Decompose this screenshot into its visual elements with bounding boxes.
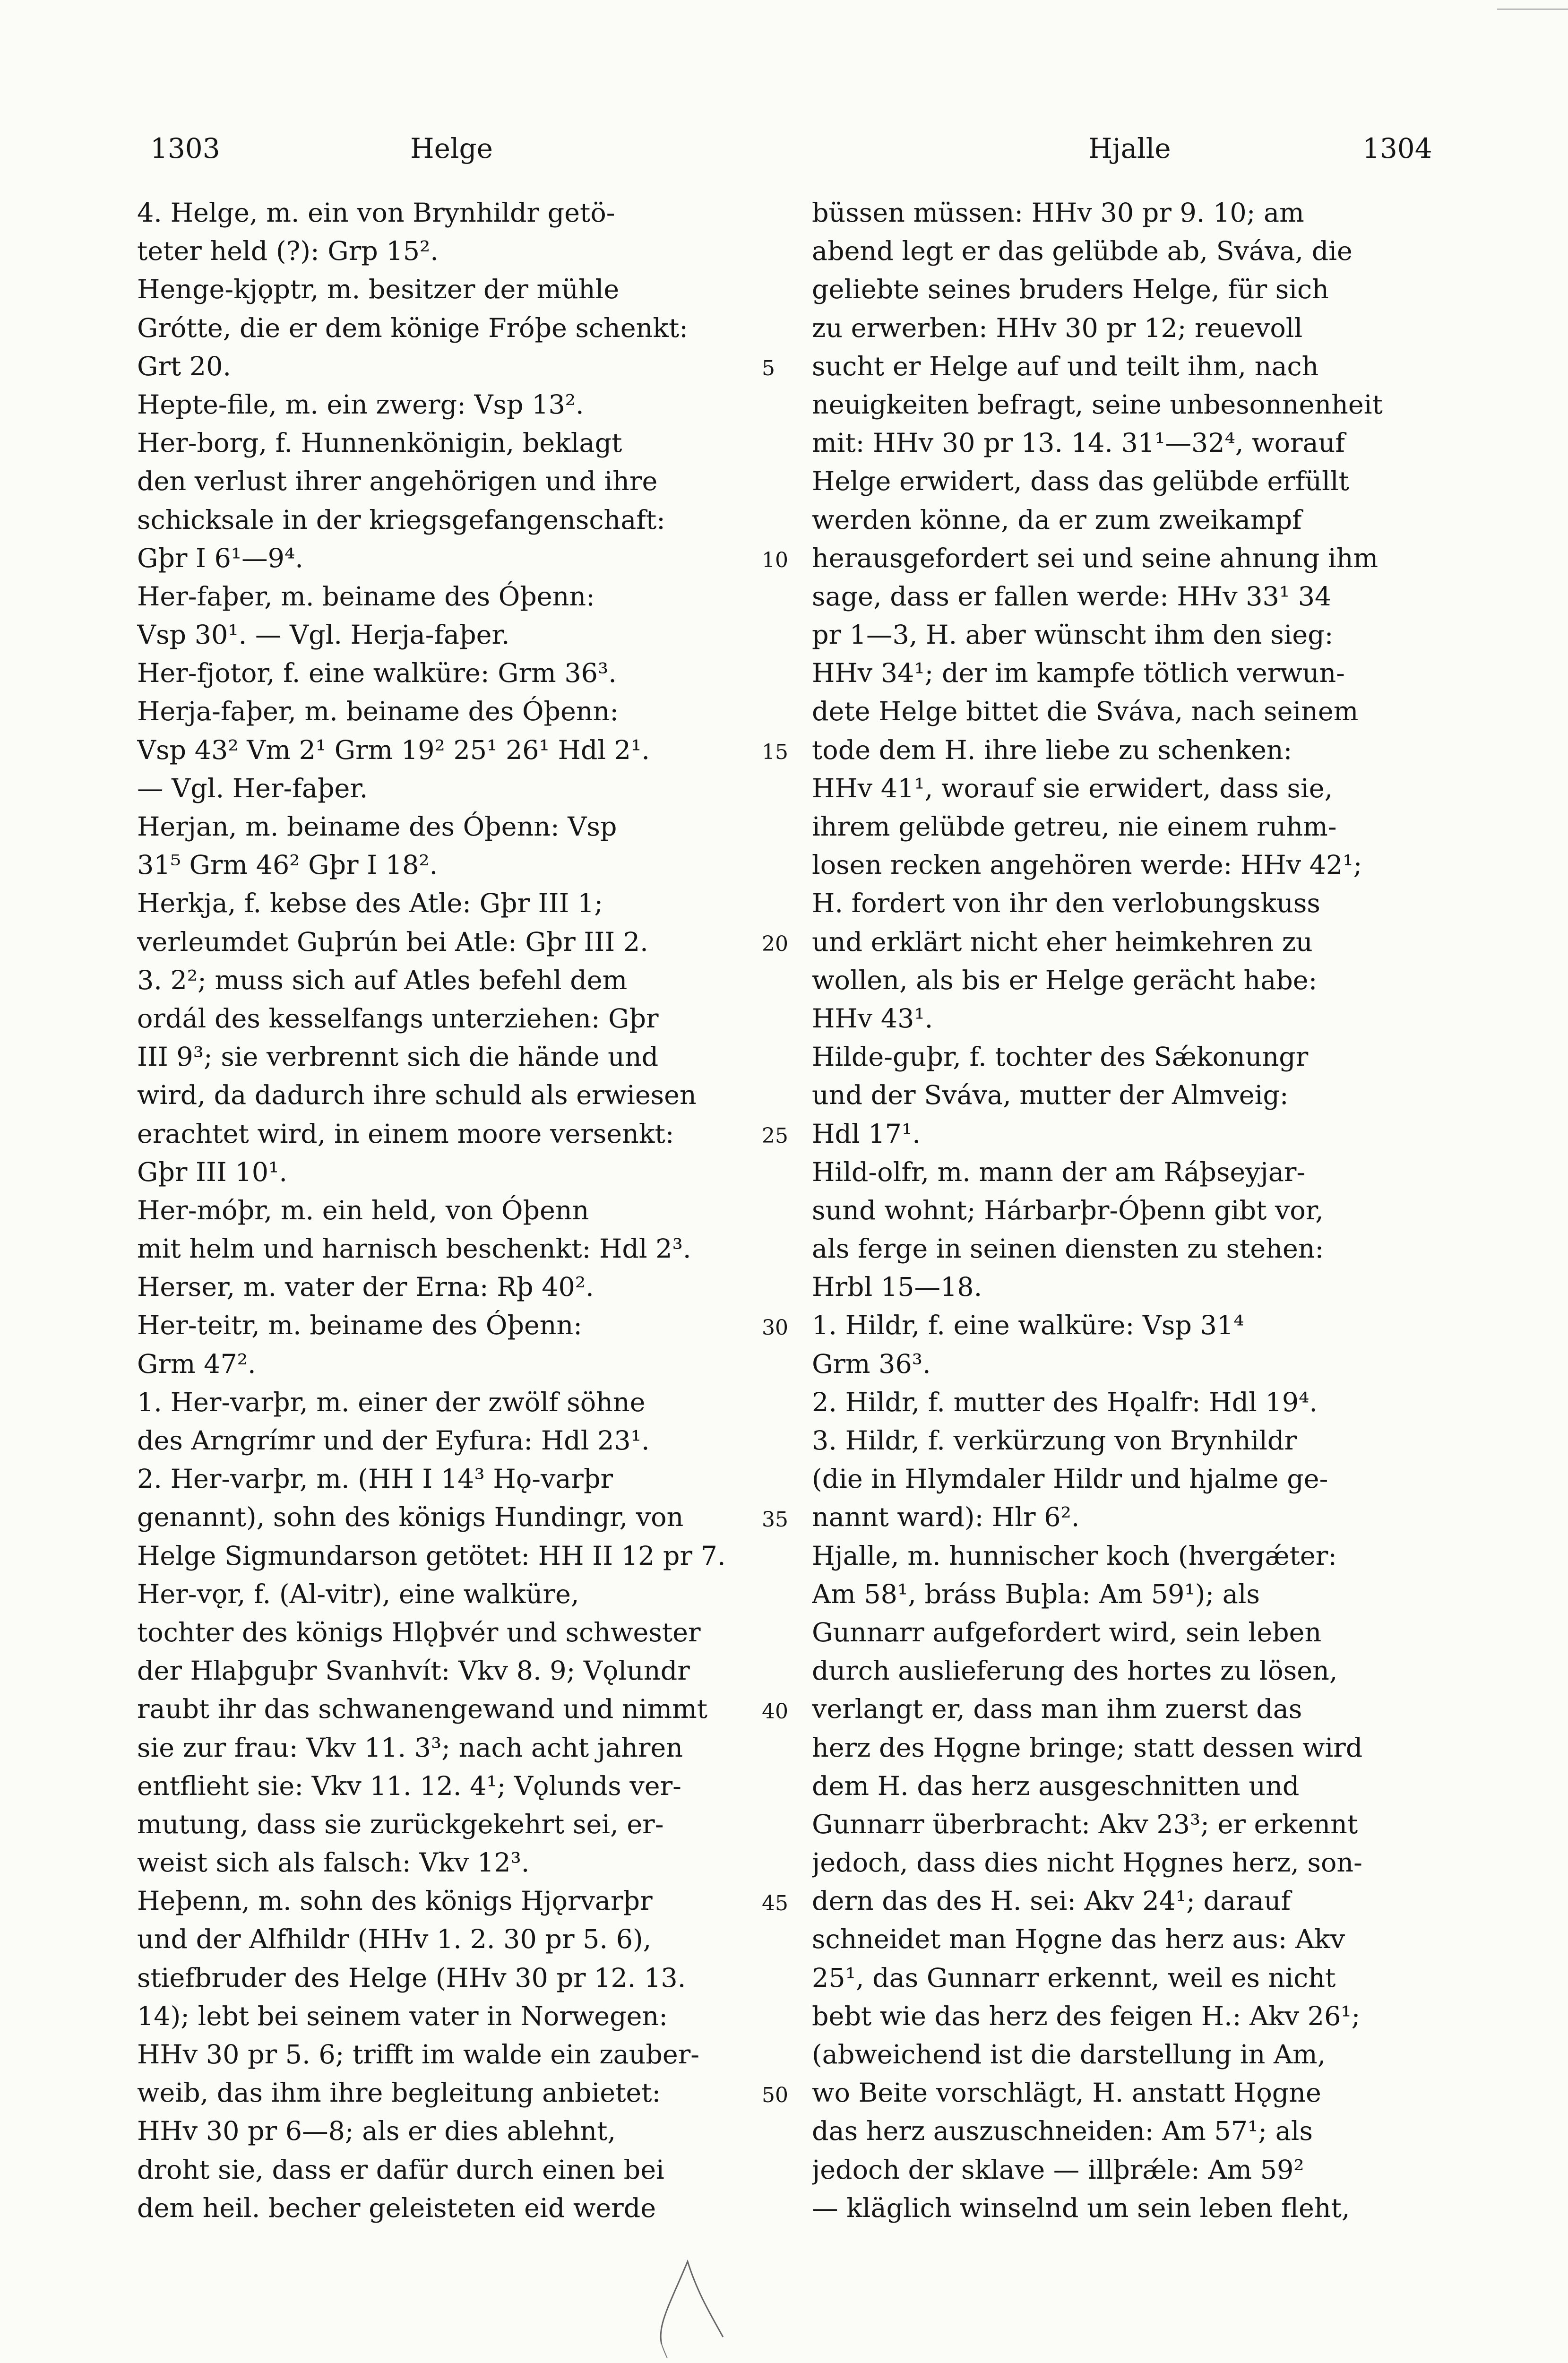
right-text-line: 3. Hildr, f. verkürzung von Brynhildr xyxy=(812,1425,1297,1456)
right-text-line: Hrbl 15—18. xyxy=(812,1272,982,1303)
right-text-line: (die in Hlymdaler Hildr und hjalme ge- xyxy=(812,1464,1328,1495)
right-text-line: 25¹, das Gunnarr erkennt, weil es nicht xyxy=(812,1962,1336,1993)
left-text-line: Hepte-file, m. ein zwerg: Vsp 13². xyxy=(137,389,584,420)
right-text-line: nannt ward): Hlr 6². xyxy=(812,1502,1080,1533)
left-text-line: Her-móþr, m. ein held, von Óþenn xyxy=(137,1195,589,1226)
page-number-right: 1304 xyxy=(1362,132,1432,164)
left-text-line: 3. 2²; muss sich auf Atles befehl dem xyxy=(137,965,628,996)
header-left-word: Helge xyxy=(410,132,493,164)
left-text-line: Her-vǫr, f. (Al-vitr), eine walküre, xyxy=(137,1578,579,1610)
right-text-line: und erklärt nicht eher heimkehren zu xyxy=(812,926,1313,957)
line-number: 35 xyxy=(762,1507,788,1532)
line-number: 5 xyxy=(762,356,775,380)
right-text-line: pr 1—3, H. aber wünscht ihm den sieg: xyxy=(812,620,1334,651)
left-text-line: 1. Her-varþr, m. einer der zwölf söhne xyxy=(137,1387,646,1418)
left-text-line: verleumdet Guþrún bei Atle: Gþr III 2. xyxy=(137,926,648,957)
left-text-line: den verlust ihrer angehörigen und ihre xyxy=(137,466,658,497)
right-text-line: neuigkeiten befragt, seine unbesonnenheit xyxy=(812,389,1383,420)
line-number: 50 xyxy=(762,2083,788,2107)
right-text-line: — kläglich winselnd um sein leben fleht, xyxy=(812,2192,1350,2224)
right-text-line: verlangt er, dass man ihm zuerst das xyxy=(812,1694,1302,1725)
right-text-line: abend legt er das gelübde ab, Sváva, die xyxy=(812,236,1353,267)
left-text-line: der Hlaþguþr Svanhvít: Vkv 8. 9; Vǫlundr xyxy=(137,1656,690,1687)
left-text-line: Vsp 30¹. — Vgl. Herja-faþer. xyxy=(137,620,510,651)
left-text-line: erachtet wird, in einem moore versenkt: xyxy=(137,1118,674,1149)
line-number: 45 xyxy=(762,1891,788,1915)
left-text-line: raubt ihr das schwanengewand und nimmt xyxy=(137,1694,708,1725)
right-text-line: Hjalle, m. hunnischer koch (hvergǽter: xyxy=(812,1540,1337,1571)
right-text-line: Am 58¹, bráss Buþla: Am 59¹); als xyxy=(812,1578,1260,1610)
left-text-line: und der Alfhildr (HHv 1. 2. 30 pr 5. 6), xyxy=(137,1924,652,1955)
left-text-line: des Arngrímr und der Eyfura: Hdl 23¹. xyxy=(137,1425,650,1456)
right-text-line: wo Beite vorschlägt, H. anstatt Hǫgne xyxy=(812,2078,1321,2109)
right-text-line: und der Sváva, mutter der Almveig: xyxy=(812,1080,1289,1111)
left-text-line: weib, das ihm ihre begleitung anbietet: xyxy=(137,2078,661,2109)
right-text-line: jedoch, dass dies nicht Hǫgnes herz, son- xyxy=(812,1847,1362,1879)
right-text-line: schneidet man Hǫgne das herz aus: Akv xyxy=(812,1924,1345,1955)
line-number: 40 xyxy=(762,1699,788,1724)
right-text-line: 2. Hildr, f. mutter des Hǫalfr: Hdl 19⁴. xyxy=(812,1387,1318,1418)
right-text-line: Helge erwidert, dass das gelübde erfüllt xyxy=(812,466,1349,497)
right-text-line: HHv 41¹, worauf sie erwidert, dass sie, xyxy=(812,773,1333,804)
left-text-line: Grótte, die er dem könige Fróþe schenkt: xyxy=(137,312,688,344)
left-text-line: Gþr III 10¹. xyxy=(137,1156,287,1188)
left-text-line: Gþr I 6¹—9⁴. xyxy=(137,543,303,574)
left-text-line: Herja-faþer, m. beiname des Óþenn: xyxy=(137,696,619,727)
right-text-line: Grm 36³. xyxy=(812,1348,931,1380)
right-text-line: herausgefordert sei und seine ahnung ihm xyxy=(812,543,1378,574)
left-text-line: schicksale in der kriegsgefangenschaft: xyxy=(137,504,665,535)
right-text-line: mit: HHv 30 pr 13. 14. 31¹—32⁴, worauf xyxy=(812,428,1345,459)
right-text-line: Hdl 17¹. xyxy=(812,1118,921,1149)
right-text-line: 1. Hildr, f. eine walküre: Vsp 31⁴ xyxy=(812,1310,1244,1341)
right-text-line: dern das des H. sei: Akv 24¹; darauf xyxy=(812,1886,1291,1917)
left-text-line: Herkja, f. kebse des Atle: Gþr III 1; xyxy=(137,888,603,919)
right-text-line: als ferge in seinen diensten zu stehen: xyxy=(812,1233,1324,1265)
line-number: 30 xyxy=(762,1315,788,1340)
line-number: 10 xyxy=(762,548,788,572)
left-text-line: entflieht sie: Vkv 11. 12. 4¹; Vǫlunds ver- xyxy=(137,1770,681,1802)
left-text-line: Her-teitr, m. beiname des Óþenn: xyxy=(137,1310,582,1341)
left-text-line: 14); lebt bei seinem vater in Norwegen: xyxy=(137,2001,668,2032)
right-text-line: Gunnarr überbracht: Akv 23³; er erkennt xyxy=(812,1809,1358,1840)
right-text-line: Gunnarr aufgefordert wird, sein leben xyxy=(812,1617,1322,1648)
left-text-line: Grm 47². xyxy=(137,1348,256,1380)
left-text-line: Her-faþer, m. beiname des Óþenn: xyxy=(137,581,595,612)
right-text-line: geliebte seines bruders Helge, für sich xyxy=(812,274,1329,305)
right-text-line: büssen müssen: HHv 30 pr 9. 10; am xyxy=(812,198,1304,228)
left-text-line: ordál des kesselfangs unterziehen: Gþr xyxy=(137,1003,659,1034)
right-text-line: Hilde-guþr, f. tochter des Sǽkonungr xyxy=(812,1042,1309,1073)
header-right-word: Hjalle xyxy=(1088,132,1171,164)
left-text-line: — Vgl. Her-faþer. xyxy=(137,773,368,804)
left-text-line: HHv 30 pr 6—8; als er dies ablehnt, xyxy=(137,2116,616,2147)
line-number: 20 xyxy=(762,931,788,956)
left-text-line: Henge-kjǫptr, m. besitzer der mühle xyxy=(137,274,620,305)
right-text-line: H. fordert von ihr den verlobungskuss xyxy=(812,888,1320,919)
right-text-line: losen recken angehören werde: HHv 42¹; xyxy=(812,850,1362,881)
right-text-line: herz des Hǫgne bringe; statt dessen wird xyxy=(812,1732,1363,1763)
left-text-line: Heþenn, m. sohn des königs Hjǫrvarþr xyxy=(137,1886,653,1917)
right-text-line: bebt wie das herz des feigen H.: Akv 26¹; xyxy=(812,2001,1361,2032)
right-text-line: HHv 34¹; der im kampfe tötlich verwun- xyxy=(812,658,1345,689)
right-text-line: wollen, als bis er Helge gerächt habe: xyxy=(812,965,1318,996)
left-text-line: 2. Her-varþr, m. (HH I 14³ Hǫ-varþr xyxy=(137,1464,613,1495)
left-text-line: Grt 20. xyxy=(137,351,232,382)
left-text-line: Vsp 43² Vm 2¹ Grm 19² 25¹ 26¹ Hdl 2¹. xyxy=(137,734,650,766)
right-text-line: zu erwerben: HHv 30 pr 12; reuevoll xyxy=(812,312,1303,344)
running-header xyxy=(150,132,1432,170)
right-text-line: werden könne, da er zum zweikampf xyxy=(812,504,1302,535)
left-text-line: droht sie, dass er dafür durch einen bei xyxy=(137,2154,664,2185)
right-text-line: sucht er Helge auf und teilt ihm, nach xyxy=(812,351,1319,382)
right-text-line: dete Helge bittet die Sváva, nach seinem xyxy=(812,696,1359,727)
left-text-line: stiefbruder des Helge (HHv 30 pr 12. 13. xyxy=(137,1962,686,1993)
right-text-line: jedoch der sklave — illþrǽle: Am 59² xyxy=(812,2154,1304,2185)
left-text-line: teter held (?): Grp 15². xyxy=(137,236,439,267)
right-text-line: Hild-olfr, m. mann der am Ráþseyjar- xyxy=(812,1156,1306,1188)
right-text-line: (abweichend ist die darstellung in Am, xyxy=(812,2039,1326,2070)
right-text-line: tode dem H. ihre liebe zu schenken: xyxy=(812,734,1292,766)
right-text-line: das herz auszuschneiden: Am 57¹; als xyxy=(812,2116,1313,2147)
left-column xyxy=(137,194,761,2227)
right-text-line: sund wohnt; Hárbarþr-Óþenn gibt vor, xyxy=(812,1195,1324,1226)
left-text-line: sie zur frau: Vkv 11. 3³; nach acht jahren xyxy=(137,1732,683,1763)
left-text-line: Herjan, m. beiname des Óþenn: Vsp xyxy=(137,811,617,842)
left-text-line: HHv 30 pr 5. 6; trifft im walde ein zauber- xyxy=(137,2039,700,2070)
line-number: 25 xyxy=(762,1123,788,1148)
left-text-line: 4. Helge, m. ein von Brynhildr getö- xyxy=(137,198,615,228)
left-text-line: mutung, dass sie zurückgekehrt sei, er- xyxy=(137,1809,664,1840)
left-text-line: 31⁵ Grm 46² Gþr I 18². xyxy=(137,850,438,881)
right-text-line: durch auslieferung des hortes zu lösen, xyxy=(812,1656,1338,1687)
left-text-line: tochter des königs Hlǫþvér und schwester xyxy=(137,1617,701,1648)
right-text-line: ihrem gelübde getreu, nie einem ruhm- xyxy=(812,811,1337,842)
left-text-line: III 9³; sie verbrennt sich die hände und xyxy=(137,1042,659,1073)
right-column xyxy=(812,194,1434,2227)
left-text-line: Her-borg, f. Hunnenkönigin, beklagt xyxy=(137,428,622,459)
left-text-line: genannt), sohn des königs Hundingr, von xyxy=(137,1502,684,1533)
left-text-line: Herser, m. vater der Erna: Rþ 40². xyxy=(137,1272,594,1303)
page-number-left: 1303 xyxy=(150,132,220,164)
left-text-line: Her-fjotor, f. eine walküre: Grm 36³. xyxy=(137,658,617,689)
left-text-line: mit helm und harnisch beschenkt: Hdl 2³. xyxy=(137,1233,691,1265)
line-number: 15 xyxy=(762,740,788,764)
left-text-line: weist sich als falsch: Vkv 12³. xyxy=(137,1847,530,1879)
pencil-mark xyxy=(652,2250,728,2358)
right-text-line: sage, dass er fallen werde: HHv 33¹ 34 xyxy=(812,581,1332,612)
scan-edge-mark xyxy=(1497,9,1568,10)
left-text-line: Helge Sigmundarson getötet: HH II 12 pr 7. xyxy=(137,1540,726,1571)
left-text-line: wird, da dadurch ihre schuld als erwiesen xyxy=(137,1080,697,1111)
right-text-line: HHv 43¹. xyxy=(812,1003,933,1034)
right-text-line: dem H. das herz ausgeschnitten und xyxy=(812,1770,1300,1802)
left-text-line: dem heil. becher geleisteten eid werde xyxy=(137,2192,656,2224)
